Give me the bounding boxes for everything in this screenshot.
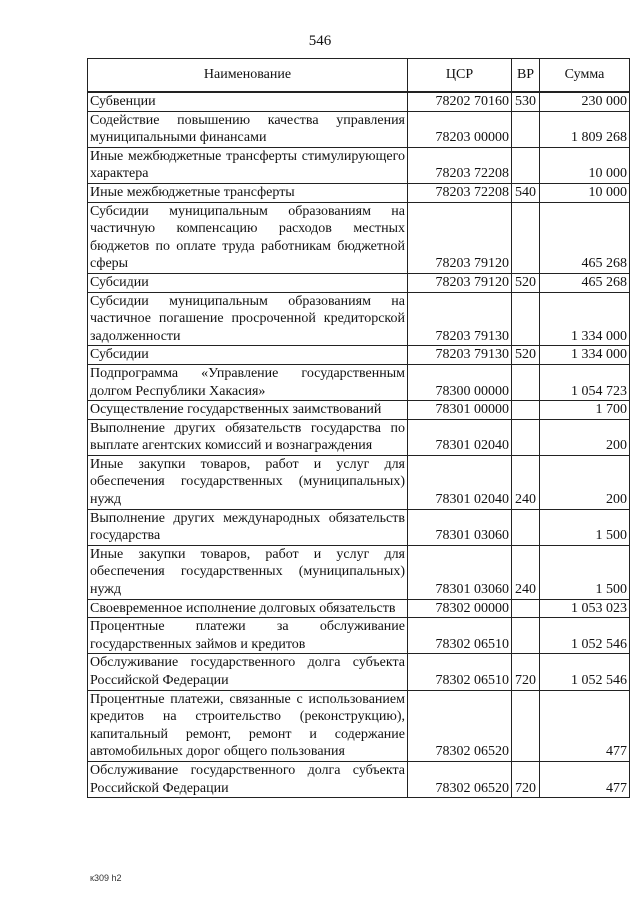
row-csr: 78203 00000 [408, 111, 512, 147]
row-name: Субсидии муниципальным образованиям на частичное погашение просроченной кредиторской задолженности [88, 292, 408, 346]
row-name: Субсидии муниципальным образованиям на частичную компенсацию расходов местных бюджетов по оплате труда работникам бюджетной сферы [88, 202, 408, 273]
row-name: Иные межбюджетные трансферты стимулирующего характера [88, 147, 408, 183]
row-vr [512, 147, 540, 183]
row-sum: 1 334 000 [540, 292, 630, 346]
row-vr: 720 [512, 761, 540, 797]
row-csr: 78302 06510 [408, 618, 512, 654]
row-csr: 78302 06520 [408, 761, 512, 797]
row-vr [512, 599, 540, 618]
header-name: Наименование [88, 59, 408, 93]
row-sum: 1 054 723 [540, 364, 630, 400]
row-csr: 78301 03060 [408, 545, 512, 599]
header-csr: ЦСР [408, 59, 512, 93]
row-sum: 477 [540, 690, 630, 761]
row-name: Выполнение других международных обязательств государства [88, 509, 408, 545]
table-row [88, 654, 630, 690]
row-vr [512, 690, 540, 761]
table-row [88, 509, 630, 545]
header-sum: Сумма [540, 59, 630, 93]
table-row [88, 202, 630, 273]
row-sum: 230 000 [540, 92, 630, 111]
table-row [88, 346, 630, 365]
row-sum: 1 334 000 [540, 346, 630, 365]
row-sum: 10 000 [540, 183, 630, 202]
row-csr: 78301 02040 [408, 455, 512, 509]
row-csr: 78203 79120 [408, 273, 512, 292]
table-row [88, 147, 630, 183]
row-vr [512, 111, 540, 147]
row-sum: 1 809 268 [540, 111, 630, 147]
row-csr: 78203 72208 [408, 147, 512, 183]
row-sum: 1 053 023 [540, 599, 630, 618]
row-sum: 465 268 [540, 273, 630, 292]
row-csr: 78301 03060 [408, 509, 512, 545]
row-vr: 540 [512, 183, 540, 202]
row-csr: 78302 00000 [408, 599, 512, 618]
row-vr: 520 [512, 273, 540, 292]
row-sum: 1 052 546 [540, 654, 630, 690]
row-name: Иные закупки товаров, работ и услуг для обеспечения государственных (муниципальных) нужд [88, 545, 408, 599]
header-vr: ВР [512, 59, 540, 93]
row-vr [512, 618, 540, 654]
row-vr: 240 [512, 545, 540, 599]
row-csr: 78203 79130 [408, 292, 512, 346]
row-csr: 78302 06510 [408, 654, 512, 690]
row-sum: 200 [540, 455, 630, 509]
row-name: Обслуживание государственного долга субъекта Российской Федерации [88, 761, 408, 797]
table-row [88, 292, 630, 346]
row-name: Подпрограмма «Управление государственным долгом Республики Хакасия» [88, 364, 408, 400]
budget-table [87, 58, 630, 798]
row-vr [512, 419, 540, 455]
table-row [88, 401, 630, 420]
row-name: Иные закупки товаров, работ и услуг для обеспечения государственных (муниципальных) нужд [88, 455, 408, 509]
row-sum: 1 700 [540, 401, 630, 420]
row-csr: 78301 02040 [408, 419, 512, 455]
row-sum: 10 000 [540, 147, 630, 183]
row-name: Иные межбюджетные трансферты [88, 183, 408, 202]
row-name: Своевременное исполнение долговых обязательств [88, 599, 408, 618]
row-name: Процентные платежи, связанные с использованием кредитов на строительство (реконструкцию), капитальный ремонт, ремонт и содержание автомобильных дорог общего пользования [88, 690, 408, 761]
row-sum: 1 052 546 [540, 618, 630, 654]
row-csr: 78203 72208 [408, 183, 512, 202]
row-name: Субсидии [88, 273, 408, 292]
row-vr [512, 292, 540, 346]
row-csr: 78302 06520 [408, 690, 512, 761]
table-row [88, 419, 630, 455]
row-vr [512, 364, 540, 400]
row-name: Обслуживание государственного долга субъекта Российской Федерации [88, 654, 408, 690]
row-sum: 465 268 [540, 202, 630, 273]
row-sum: 477 [540, 761, 630, 797]
row-name: Субсидии [88, 346, 408, 365]
row-vr: 240 [512, 455, 540, 509]
table-row [88, 545, 630, 599]
row-csr: 78301 00000 [408, 401, 512, 420]
table-row [88, 183, 630, 202]
table-header-row [88, 59, 630, 93]
row-sum: 1 500 [540, 509, 630, 545]
row-name: Содействие повышению качества управления муниципальными финансами [88, 111, 408, 147]
row-name: Осуществление государственных заимствований [88, 401, 408, 420]
row-csr: 78202 70160 [408, 92, 512, 111]
table-row [88, 761, 630, 797]
row-name: Субвенции [88, 92, 408, 111]
footer-code: к309 h2 [90, 873, 122, 883]
row-name: Выполнение других обязательств государства по выплате агентских комиссий и вознаграждения [88, 419, 408, 455]
table-row [88, 364, 630, 400]
table-row [88, 455, 630, 509]
table-row [88, 92, 630, 111]
row-vr [512, 202, 540, 273]
row-csr: 78300 00000 [408, 364, 512, 400]
table-row [88, 599, 630, 618]
row-sum: 200 [540, 419, 630, 455]
page-number: 546 [308, 33, 332, 49]
row-csr: 78203 79120 [408, 202, 512, 273]
table-row [88, 111, 630, 147]
table-row [88, 273, 630, 292]
row-vr: 720 [512, 654, 540, 690]
table-row [88, 618, 630, 654]
row-sum: 1 500 [540, 545, 630, 599]
row-vr [512, 509, 540, 545]
table-row [88, 690, 630, 761]
row-vr: 530 [512, 92, 540, 111]
row-vr [512, 401, 540, 420]
row-csr: 78203 79130 [408, 346, 512, 365]
row-vr: 520 [512, 346, 540, 365]
row-name: Процентные платежи за обслуживание государственных займов и кредитов [88, 618, 408, 654]
